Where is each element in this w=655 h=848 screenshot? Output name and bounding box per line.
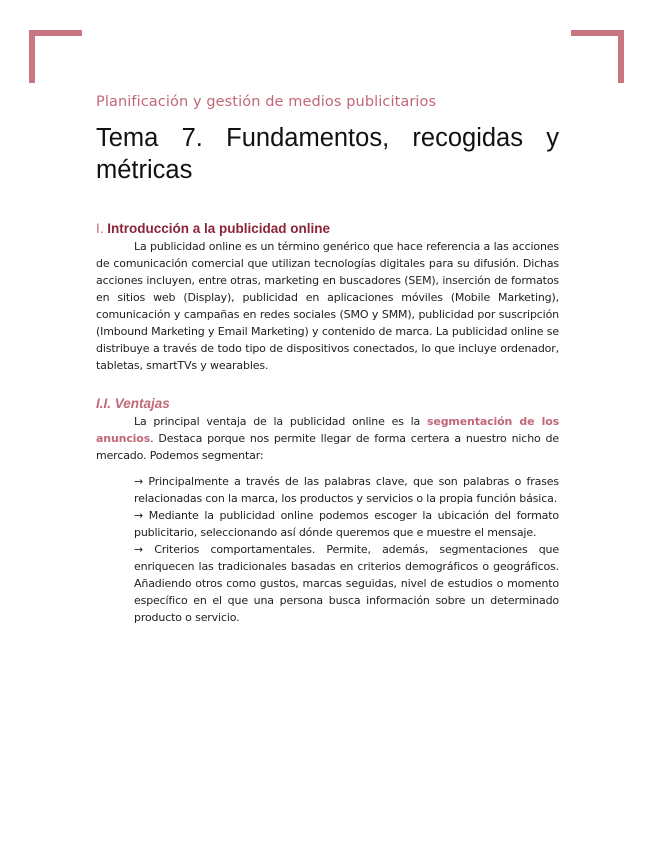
section-heading-text: Introducción a la publicidad online: [107, 221, 331, 236]
ventajas-text-after: . Destaca porque nos permite llegar de forma certera a nuestro nicho de mercado. Podemos segmentar:: [96, 432, 559, 462]
list-item: → Mediante la publicidad online podemos escoger la ubicación del formato publicitario, seleccionando así dónde queremos que e muestre el mensaje.: [134, 509, 559, 539]
ventajas-text-before: La principal ventaja de la publicidad online es la: [134, 415, 427, 428]
corner-mark-top-left-horizontal: [29, 30, 82, 36]
ventajas-paragraph: [96, 413, 559, 464]
section-number: I.: [96, 221, 104, 236]
list-item: → Principalmente a través de las palabras clave, que son palabras o frases relacionadas con la marca, los productos y servicios o la propia función básica.: [134, 475, 559, 505]
highlight-segmentacion: segmentación de los anuncios: [96, 415, 560, 445]
corner-mark-top-right-vertical: [618, 30, 624, 83]
section-heading-introduccion: [96, 220, 559, 238]
page-content: [96, 92, 559, 626]
segmentation-list: [134, 473, 559, 626]
intro-paragraph: La publicidad online es un término genérico que hace referencia a las acciones de comunicación comercial que utilizan tecnologías digitales para su difusión. Dichas acciones incluyen, entre otras, marketing en buscadores (SEM), inserción de formatos en sitios web (Display), publicidad en aplicaciones móviles (Mobile Marketing), comunicación y campañas en redes sociales (SMO y SMM), publicidad por suscripción (Imbound Marketing y Email Marketing) y contenido de marca. La publicidad online se distribuye a través de todo tipo de dispositivos conectados, lo que incluye ordenador, tabletas, smartTVs y wearables.: [96, 240, 559, 372]
list-item: → Criterios comportamentales. Permite, además, segmentaciones que enriquecen las tradicionales basadas en criterios demográficos o geográficos. Añadiendo otros como gustos, marcas seguidas, nivel de estudios o momento específico en el que una persona busca información sobre un determinado producto o servicio.: [134, 543, 559, 624]
corner-mark-top-right-horizontal: [571, 30, 624, 36]
page-title: Tema 7. Fundamentos, recogidas y métricas: [96, 124, 559, 184]
corner-mark-top-left-vertical: [29, 30, 35, 83]
subsection-heading-ventajas: I.I. Ventajas: [96, 396, 170, 411]
subject-header: Planificación y gestión de medios publicitarios: [96, 94, 437, 110]
